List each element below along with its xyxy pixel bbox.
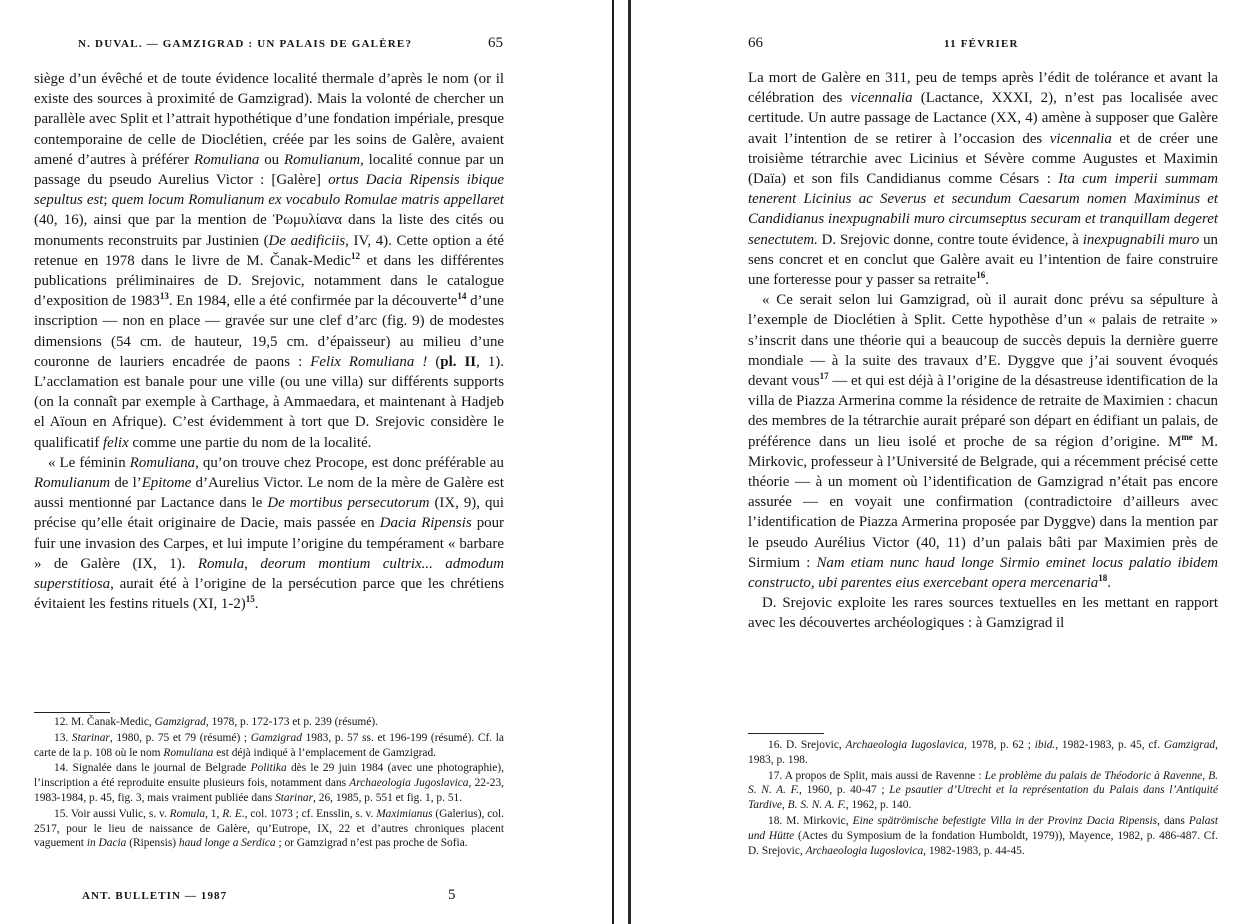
book-gutter	[612, 0, 632, 924]
footer-left: ANT. BULLETIN — 1987 5	[82, 887, 456, 903]
footnote-rule-left	[34, 712, 110, 713]
right-body-text: La mort de Galère en 311, peu de temps après l’édit de tolérance et avant la célébration des vicennalia (Lactance, XXXI, 2), n’est pas localisée avec certitude. Un autre passage de Lactance (XX, 4) amène à supposer que Galère avait l’intention de se retirer à l’occasion des vicennalia et de créer une troisième tétrarchie avec Licinius et Sévère comme Augustes et Maximin (Daïa) et son fils Candidianus comme Césars : Ita cum imperii summam tenerent Licinius ac Severus et secundum Caesarum nomen Maximinus et Candidianus inexpugnabili muro circumseptus securam et tranquillam degeret senectutem. D. Srejovic donne, contre toute évidence, à inexpugnabili muro un sens concret et en conclut que Galère avait eu l’intention de faire construire une forteresse pour y passer sa retraite$^{16}$. « Ce serait selon lui Gamzigrad, où il aurait donc prévu sa sépulture à l’exemple de Dioclétien à Split. Cette hypothèse d’un « palais de retraite » s’inscrit dans une théorie qui a beaucoup de succès depuis la dernière guerre mondiale — à la suite des travaux d’E. Dyggve que j’ai souvent évoqués devant vous$^{17}$ — et qui est déjà à l’origine de la désastreuse identification de la villa de Piazza Armerina comme la résidence de retraite de Maximien : chacun des membres de la tétrarchie aurait préparé son départ en édifiant un palais, de préférence dans un lieu isolé et proche de sa région d’origine. $M^{me}$ M. Mirkovic, professeur à l’Université de Belgrade, qui a récemment précisé cette théorie — à un moment où l’identification de Gamzigrad n’était pas encore assurée — en voyait une confirmation (contradictoire d’ailleurs avec l’identification de Piazza Armerina proposée par Dyggve) dans la mention par le pseudo Aurélius Victor (40, 11) d’un palais bâti par Maximien près de Sirmium : Nam etiam nunc haud longe Sirmio eminet locus palatio ibidem constructo, ubi parentes eius exercebant opera mercenaria$^{18}$. D. Srejovic exploite les rares sources textuelles en les mettant en rapport avec les découvertes archéologiques : à Gamzigrad il	[748, 70, 1219, 632]
running-head-left: N. DUVAL. — GAMZIGRAD : UN PALAIS DE GALÈRE? 65	[78, 35, 503, 51]
right-footnotes: 16. D. Srejovic, Archaeologia Iugoslavica, 1978, p. 62 ; ibid., 1982-1983, p. 45, cf. Gamzigrad, 1983, p. 198. 17. A propos de Split, mais aussi de Ravenne : Le problème du palais de Théodoric à Ravenne, B. S. N. A. F., 1960, p. 40-47 ; Le psautier d’Utrecht et la représentation du Palais dans l’Antiquité Tardive, B. S. N. A. F., 1962, p. 140. 18. M. Mirkovic, Eine spätrömische befestigte Villa in der Provinz Dacia Ripensis, dans Palast und Hütte (Actes du Symposium de la fondation Humboldt, 1979)), Mayence, 1982, p. 486-487. Cf. D. Srejovic, Archaeologia Iugoslovica, 1982-1983, p. 44-45.	[748, 739, 1219, 857]
left-page	[0, 0, 612, 924]
page-number-right: 66	[748, 35, 763, 51]
running-head-title-right: 11 FÉVRIER	[944, 38, 1019, 50]
footnote-rule-right	[748, 733, 824, 734]
left-body-text: siège d’un évêché et de toute évidence localité thermale d’après le nom (or il existe des sources à proximité de Gamzigrad). Mais la volonté de chercher un parallèle avec Split et l’attrait hypothétique d’une fondation impériale, presque contemporaine de celle de Dioclétien, créée par les soins de Galère, avaient amené d’autres à préférer Romuliana ou Romulianum, localité connue par un passage du pseudo Aurelius Victor : [Galère] ortus Dacia Ripensis ibique sepultus est; quem locum Romulianum ex vocabulo Romulae matris appellaret (40, 16), ainsi que par la mention de Ῥωμυλίανα dans la liste des cités ou monuments reconstruits par Justinien (De aedificiis, IV, 4). Cette option a été retenue en 1978 dans le livre de M. Čanak-Medic$^{12}$ et dans les différentes publications préliminaires de D. Srejovic, notamment dans le catalogue d’exposition de 1983$^{13}$. En 1984, elle a été confirmée par la découverte$^{14}$ d’une inscription — non en place — gravée sur une clef d’arc (fig. 9) de modestes dimensions (54 cm. de hauteur, 19,5 cm. d’épaisseur) au milieu d’une couronne de lauriers encadrée de paons : Felix Romuliana ! (pl. II, 1). L’acclamation est banale pour une ville (ou une villa) sur différents supports (on la connaît par exemple à Carthage, à Ammaedara, et maintenant à Hadjeb el Aïoun en Afrique). C’est évidemment à tort que D. Srejovic considère le qualificatif felix comme une partie du nom de la localité. « Le féminin Romuliana, qu’on trouve chez Procope, est donc préférable au Romulianum de l’Epitome d’Aurelius Victor. Le nom de la mère de Galère est aussi mentionné par Lactance dans le De mortibus persecutorum (IX, 9), qui précise qu’elle était originaire de Dacie, mais passée en Dacia Ripensis pour fuir une invasion des Carpes, et lui impute l’origine du tempérament « barbare » de Galère (IX, 1). Romula, deorum montium cultrix... admodum superstitiosa, aurait été à l’origine de la persécution parce que les chrétiens évitaient les festins rituels (XI, 1-2)$^{15}$.	[34, 71, 505, 613]
running-head-right	[748, 35, 1218, 58]
footer-page-left: 5	[448, 887, 456, 903]
left-footnotes: 12. M. Čanak-Medic, Gamzigrad, 1978, p. 172-173 et p. 239 (résumé). 13. Starinar, 1980, p. 75 et 79 (résumé) ; Gamzigrad 1983, p. 57 ss. et 196-199 (résumé). Cf. la carte de la p. 108 où le nom Romuliana est déjà indiqué à l’emplacement de Gamzigrad. 14. Signalée dans le journal de Belgrade Politika dès le 29 juin 1984 (avec une photographie), l’inscription a été reproduite ensuite plusieurs fois, notamment dans Archaeologia Jugoslavica, 22-23, 1983-1984, p. 45, fig. 3, mais vraiment publiée dans Starinar, 26, 1985, p. 551 et fig. 1, p. 51. 15. Voir aussi Vulic, s. v. Romula, 1, R. E., col. 1073 ; cf. Ensslin, s. v. Maximianus (Galerius), col. 2517, pour le lieu de naissance de Galère, qu’Eutrope, IX, 22 et d’autres chroniques placent vaguement in Dacia (Ripensis) haud longe a Serdica ; or Gamzigrad n’est pas proche de Sofia.	[34, 716, 505, 850]
page-number-left: 65	[488, 35, 503, 51]
right-page	[632, 0, 1257, 924]
